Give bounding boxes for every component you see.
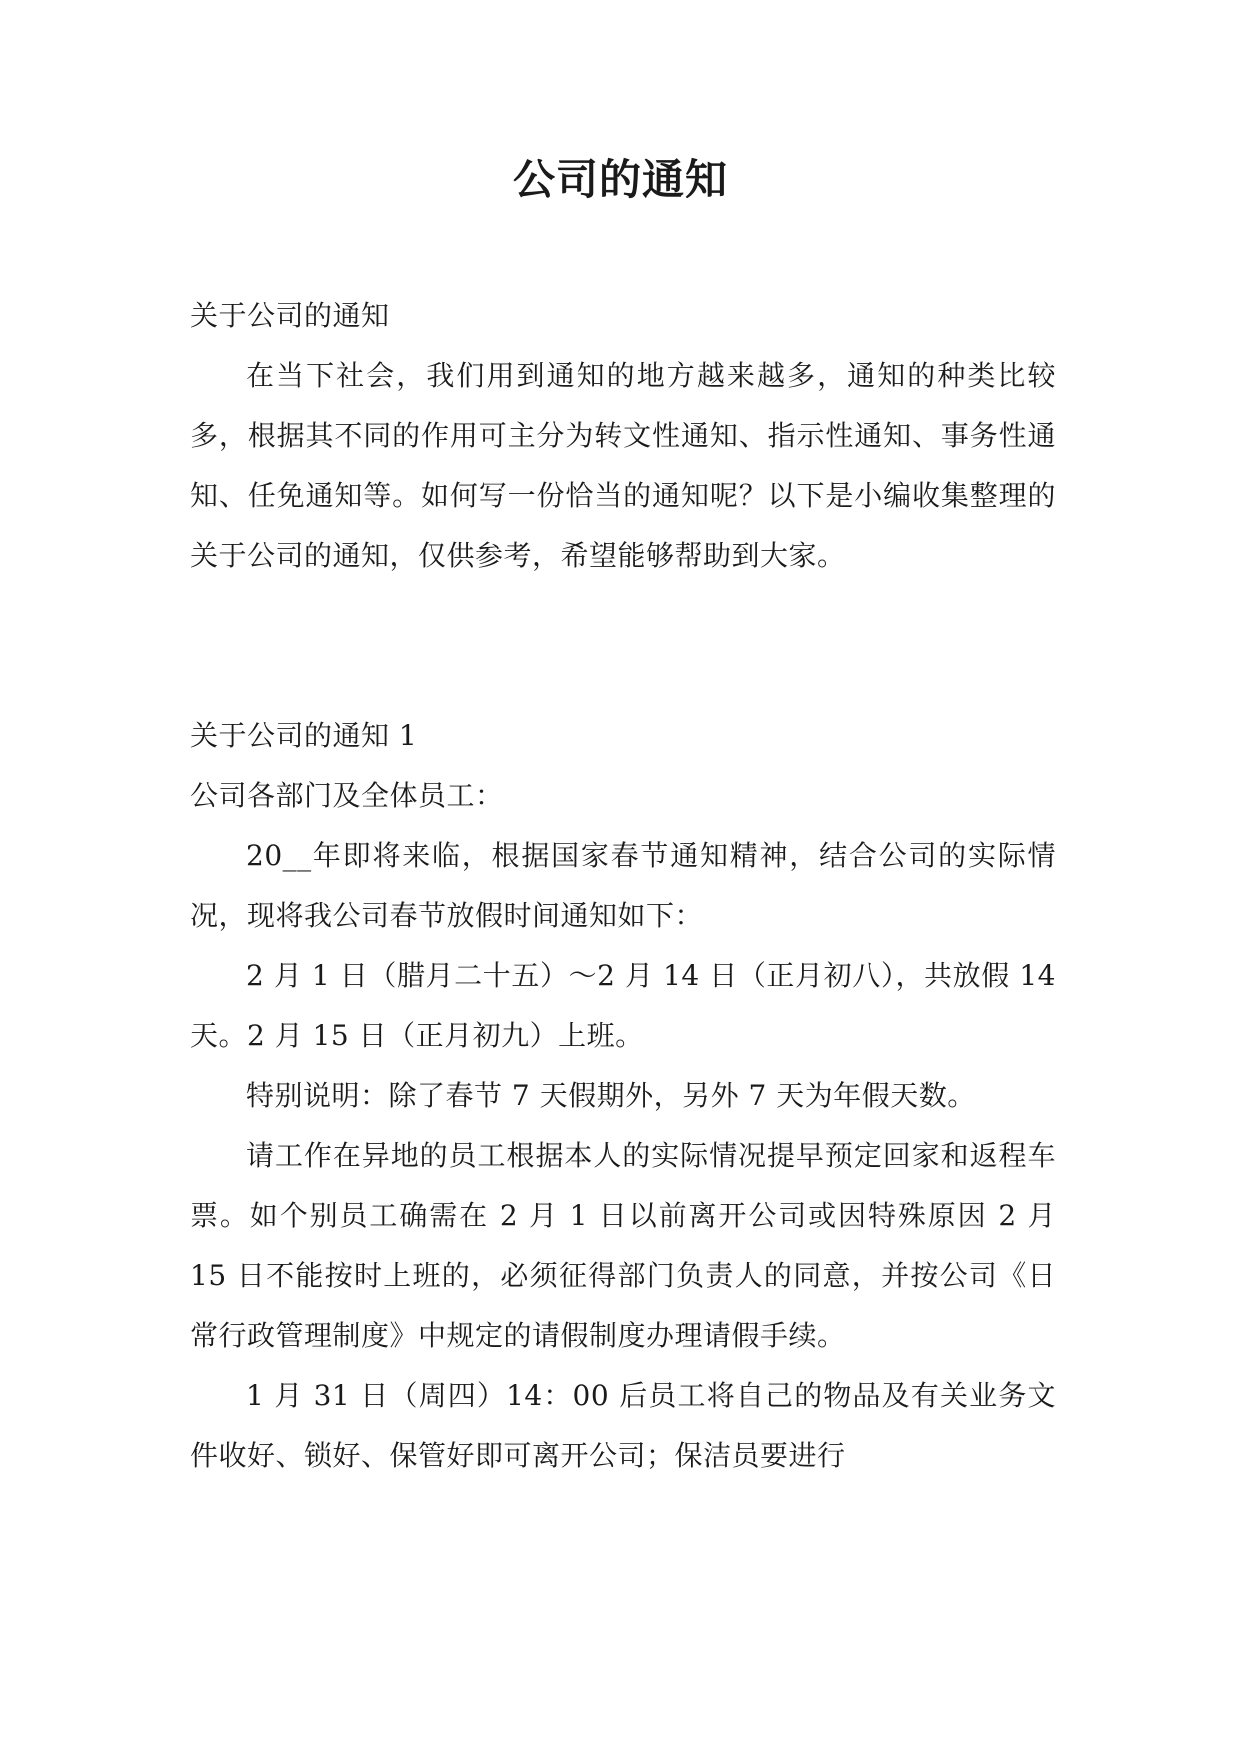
document-body	[190, 286, 1056, 1486]
intro-heading: 关于公司的通知	[190, 299, 390, 332]
document-title: 公司的通知	[512, 155, 728, 204]
paragraph-special-note: 特别说明：除了春节 7 天假期外，另外 7 天为年假天数。	[246, 1079, 976, 1112]
paragraph-travel-leave: 请工作在异地的员工根据本人的实际情况提早预定回家和返程车票。如个别员工确需在 2 月 1 日以前离开公司或因特殊原因 2 月 15 日不能按时上班的，必须征得部门负责人的同意，并按公司《日常行政管理制度》中规定的请假制度办理请假手续。	[190, 1139, 1056, 1352]
section-spacer	[190, 586, 1056, 706]
section-heading: 关于公司的通知 1	[190, 719, 418, 752]
intro-paragraph: 在当下社会，我们用到通知的地方越来越多，通知的种类比较多，根据其不同的作用可主分为转文性通知、指示性通知、事务性通知、任免通知等。如何写一份恰当的通知呢？以下是小编收集整理的关于公司的通知，仅供参考，希望能够帮助到大家。	[190, 359, 1056, 572]
paragraph-announcement: 20__年即将来临，根据国家春节通知精神，结合公司的实际情况，现将我公司春节放假时间通知如下：	[190, 839, 1056, 932]
paragraph-holiday-dates: 2 月 1 日（腊月二十五）～2 月 14 日（正月初八），共放假 14 天。2 月 15 日（正月初九）上班。	[190, 959, 1056, 1052]
salutation: 公司各部门及全体员工：	[190, 779, 504, 812]
paragraph-office-closing: 1 月 31 日（周四）14：00 后员工将自己的物品及有关业务文件收好、锁好、保管好即可离开公司；保洁员要进行	[190, 1379, 1056, 1472]
